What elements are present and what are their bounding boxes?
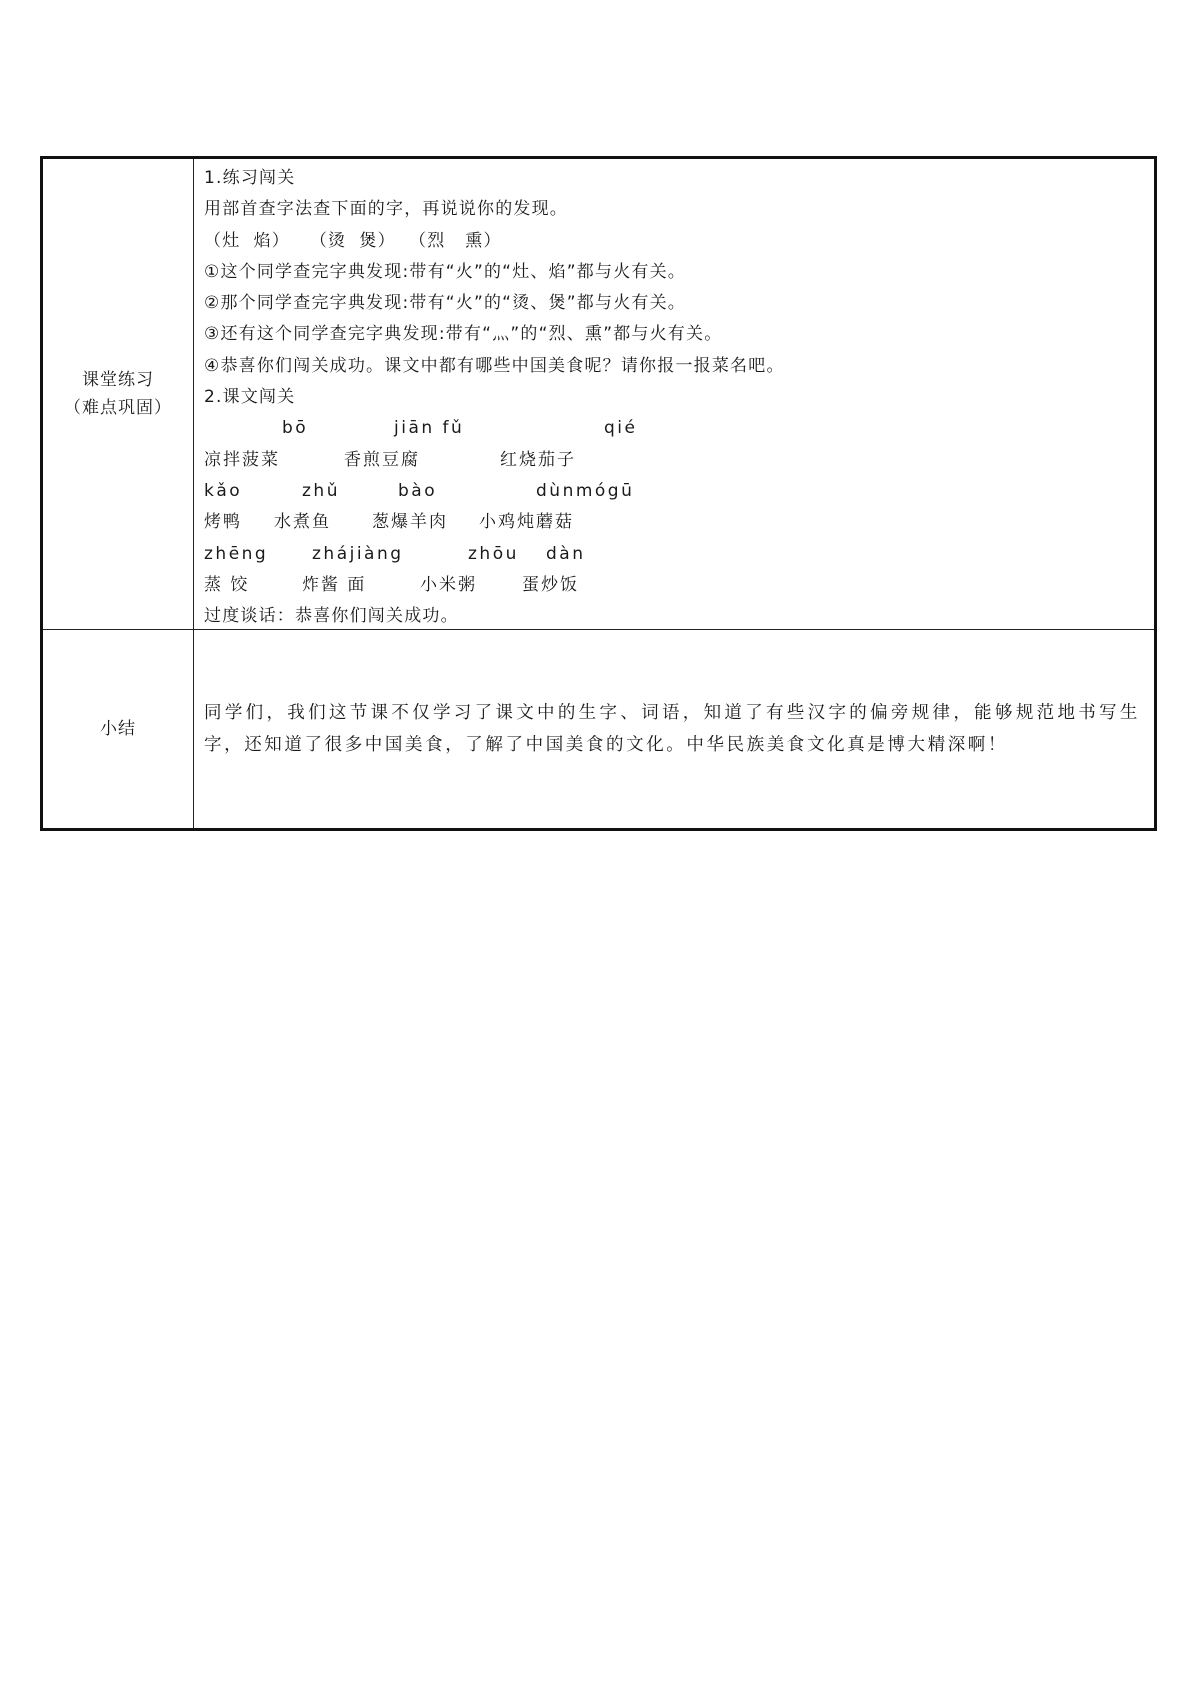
dish-name: 蒸 饺: [204, 574, 250, 595]
practice-label-cell: [42, 158, 194, 630]
pinyin: kǎo: [204, 480, 243, 501]
finding-3: ③还有这个同学查完字典发现:带有“灬”的“烈、熏”都与火有关。: [204, 324, 723, 345]
pinyin: bào: [398, 480, 438, 501]
summary-label: 小结: [100, 719, 136, 739]
pinyin-row-2: [204, 476, 1144, 507]
transition-talk: 过度谈话：恭喜你们闯关成功。: [204, 606, 459, 627]
summary-label-cell: [42, 630, 194, 830]
dish-name: 水煮鱼: [274, 512, 331, 533]
summary-text: 同学们，我们这节课不仅学习了课文中的生字、词语，知道了有些汉字的偏旁规律，能够规范地书写生字，还知道了很多中国美食，了解了中国美食的文化。中华民族美食文化真是博大精深啊！: [204, 703, 1140, 755]
pinyin-row-3: [204, 539, 1144, 570]
pinyin: zhǔ: [302, 480, 340, 501]
finding-1: ①这个同学查完字典发现:带有“火”的“灶、焰”都与火有关。: [204, 261, 686, 282]
dish-name: 凉拌菠菜: [204, 449, 280, 470]
dish-name: 葱爆羊肉: [372, 512, 448, 533]
pinyin: bō: [282, 418, 309, 439]
dish-name: 蛋炒饭: [522, 574, 579, 595]
finding-2: ②那个同学查完字典发现:带有“火”的“烫、煲”都与火有关。: [204, 293, 686, 314]
pinyin: zhōu: [468, 543, 519, 564]
pinyin-row-1: [204, 413, 1144, 444]
summary-content-cell: [194, 630, 1156, 830]
finding-4: ④恭喜你们闯关成功。课文中都有哪些中国美食呢？请你报一报菜名吧。: [204, 355, 785, 376]
dish-name: 烤鸭: [204, 512, 242, 533]
exercise-heading-1: 1.练习闯关: [204, 168, 296, 188]
lesson-plan-table: [40, 156, 1157, 831]
dish-name: 小鸡炖蘑菇: [479, 512, 574, 533]
food-row-1: [204, 445, 1144, 476]
character-groups: （灶 焰） （烫 煲） （烈 熏）: [204, 230, 502, 251]
pinyin: qié: [604, 418, 638, 439]
pinyin: zhēng: [204, 543, 269, 564]
dish-name: 香煎豆腐: [344, 449, 420, 470]
practice-sublabel: （难点巩固）: [64, 398, 172, 418]
practice-label: 课堂练习: [82, 370, 154, 390]
dish-name: 红烧茄子: [500, 449, 576, 470]
pinyin: jiān fǔ: [394, 418, 465, 439]
pinyin: zhájiàng: [312, 543, 404, 564]
exercise-heading-2: 2.课文闯关: [204, 387, 296, 408]
exercise-instruction: 用部首查字法查下面的字，再说说你的发现。: [204, 199, 568, 220]
food-row-2: [204, 507, 1144, 538]
pinyin: dùnmógū: [536, 480, 635, 501]
practice-row: [42, 158, 1156, 630]
summary-content: [194, 630, 1154, 828]
summary-row: [42, 630, 1156, 830]
food-row-3: [204, 570, 1144, 601]
pinyin: dàn: [546, 543, 586, 564]
practice-content-cell: [194, 158, 1156, 630]
practice-content: [194, 159, 1154, 629]
dish-name: 小米粥: [420, 574, 477, 595]
dish-name: 炸酱 面: [302, 574, 367, 595]
